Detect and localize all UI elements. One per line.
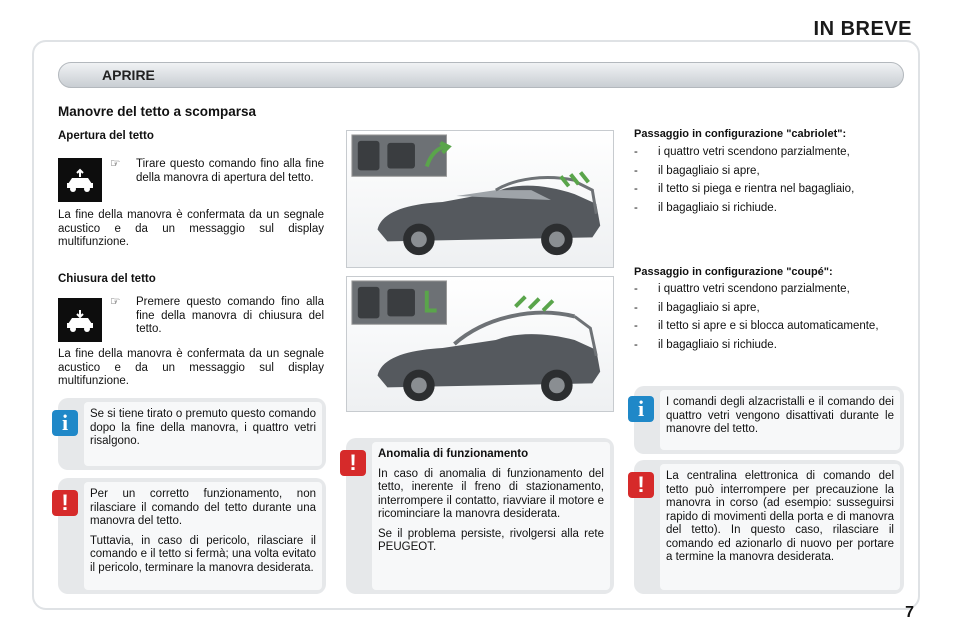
section-bar <box>58 62 904 88</box>
apertura-paragraph: La fine della manovra è confermata da un segnale acustico e da un messaggio sul display multifunzione. <box>58 209 324 248</box>
list-item: - il tetto si apre e si blocca automaticamente, <box>634 320 879 332</box>
info-icon: i <box>52 410 78 436</box>
list-item: - i quattro vetri scendono parzialmente, <box>634 283 850 295</box>
chiusura-paragraph: La fine della manovra è confermata da un segnale acustico e da un messaggio sul display multifunzione. <box>58 348 324 387</box>
info-icon: i <box>628 396 654 422</box>
warning-note-right <box>634 460 904 594</box>
section-label: APRIRE <box>102 67 155 83</box>
anomaly-heading: Anomalia di funzionamento <box>378 448 529 460</box>
list-item: - il bagagliaio si apre, <box>634 301 760 314</box>
warning-note-middle-text: Anomalia di funzionamento In caso di anomalia di funzionamento del tetto, inerente il freno di stazionamento, interrompere il contatto, riavviare il motore e ricominciare la manovra desiderata. Se il problema persiste, rivolgersi alla rete PEUGEOT. <box>372 442 610 590</box>
list-item: - il bagagliaio si apre, <box>634 164 760 177</box>
warning-note-left <box>58 478 326 594</box>
roof-open-icon <box>58 158 102 202</box>
list-item: - i quattro vetri scendono parzialmente, <box>634 146 850 158</box>
info-note-right <box>634 386 904 454</box>
info-note-right-text: I comandi degli alzacristalli e il comando dei quattro vetri vengono disattivati durante le manovre del tetto. <box>660 390 900 450</box>
page-number: 7 <box>905 604 914 621</box>
coupe-heading: Passaggio in configurazione "coupé": <box>634 266 833 278</box>
warning-icon: ! <box>628 472 654 498</box>
warning-note-left-text: Per un corretto funzionamento, non rilasciare il comando del tetto durante una manovra del tetto. Tuttavia, in caso di pericolo, rilasciare il comando e il tetto si fermà; una volta evitato il pericolo, terminare la manovra desiderata. <box>84 482 322 590</box>
warning-icon: ! <box>52 490 78 516</box>
roof-close-icon <box>58 298 102 342</box>
coupe-illustration <box>346 276 614 412</box>
cabriolet-illustration <box>346 130 614 268</box>
chiusura-heading: Chiusura del tetto <box>58 273 156 285</box>
info-note-left-text: Se si tiene tirato o premuto questo comando dopo la fine della manovra, i quattro vetri risalgono. <box>84 402 322 466</box>
warning-note-right-text: La centralina elettronica di comando del tetto può interrompere per precauzione la manovra in corso (ad esempio: susseguirsi rapido di movimenti della porta e di manovra del tetto). In questo caso, rilasciare il comando ed azionarlo di nuovo per portare a termine la manovra desiderata. <box>660 464 900 590</box>
warning-icon: ! <box>340 450 366 476</box>
page-title: IN BREVE <box>813 18 912 40</box>
apertura-heading: Apertura del tetto <box>58 130 154 142</box>
chiusura-bullet <box>110 296 324 337</box>
list-item: - il tetto si piega e rientra nel bagagliaio, <box>634 183 855 195</box>
cabriolet-heading: Passaggio in configurazione "cabriolet": <box>634 128 847 140</box>
coupe-list <box>634 283 906 357</box>
list-item: - il bagagliaio si richiude. <box>634 338 777 351</box>
warning-note-middle <box>346 438 614 594</box>
list-item: - il bagagliaio si richiude. <box>634 201 777 214</box>
section-heading: Manovre del tetto a scomparsa <box>58 104 257 119</box>
apertura-bullet <box>110 158 324 185</box>
apertura-bullet-text: Tirare questo comando fino alla fine della manovra di apertura del tetto. <box>136 158 324 184</box>
chiusura-bullet-text: Premere questo comando fino alla fine della manovra di chiusura del tetto. <box>136 296 324 335</box>
pointing-hand-icon: ☞ <box>110 158 121 170</box>
info-note-left <box>58 398 326 470</box>
pointing-hand-icon: ☞ <box>110 296 121 308</box>
cabriolet-list <box>634 146 906 220</box>
